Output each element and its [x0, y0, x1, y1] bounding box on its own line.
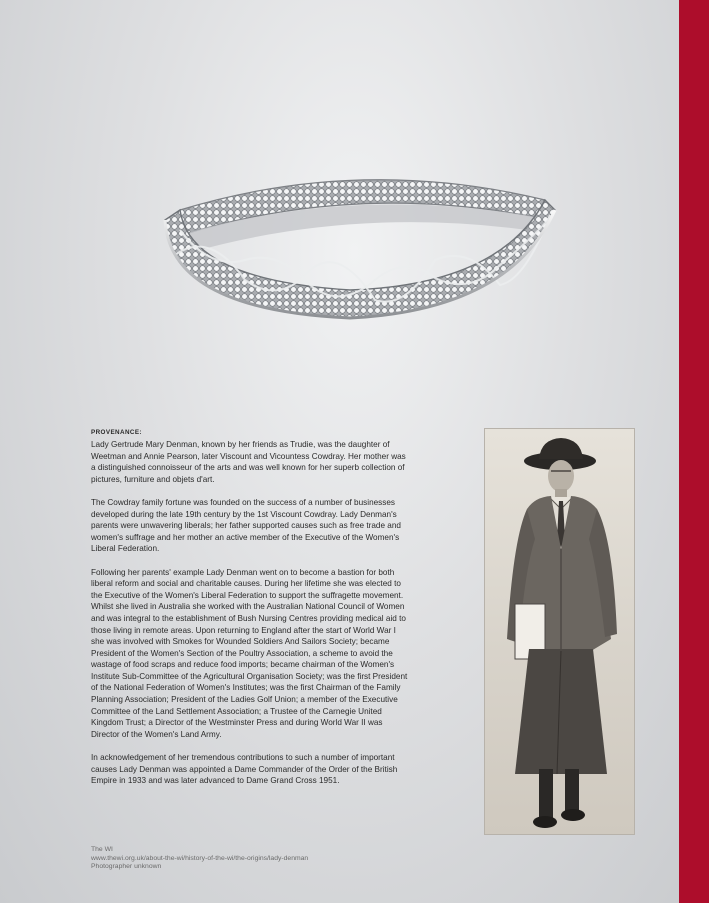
credit-url[interactable]: www.thewi.org.uk/about-the-wi/history-of-the-wi/the-origins/lady-denman — [91, 854, 309, 862]
image-credits — [91, 846, 308, 872]
paragraph-2: The Cowdray family fortune was founded on the success of a number of businesses developed during the late 19th century by the 1st Viscount Cowdray. Lady Denman's parents were unwavering liberals; her father supported causes such as free trade and women's suffrage and her mother an active member of the Executive of the Women's Liberal Federation. — [91, 497, 401, 554]
portrait-photo — [484, 428, 635, 835]
paragraph-4: In acknowledgement of her tremendous contributions to such a number of important causes Lady Denman was appointed a Dame Commander of the Order of the British Empire in 1933 and was later advanced to Dame Grand Cross 1951. — [91, 753, 398, 786]
credit-source: The WI — [91, 846, 113, 853]
article-text — [91, 429, 411, 798]
accent-sidebar-bar — [679, 0, 709, 903]
provenance-label: PROVENANCE: — [91, 429, 142, 436]
credit-photographer: Photographer unknown — [91, 863, 162, 871]
paragraph-1: Lady Gertrude Mary Denman, known by her friends as Trudie, was the daughter of Weetman and Annie Pearson, later Viscount and Vicountess Cowdray. Her mother was a distinguished connoisseur of the arts and was well known for her superb collection of pictures, furniture and objets d'art. — [91, 440, 406, 484]
diamond-bracelet-image — [150, 160, 570, 340]
paragraph-3: Following her parents' example Lady Denman went on to become a bastion for both liberal reform and social and charitable causes. During her lifetime she was elected to the Executive of the Women's Liberal Federation to support the suffragette movement. Whilst she lived in Australia she worked with the Australian National Council of Women and was integral to the establishment of Bush Nursing Centres providing medical aid to those living in remote areas. Upon returning to England after the start of World War I she was involved with Smokes for Wounded Soldiers And Sailors Society; became President of the Women's Section of the Poultry Association, a scheme to avoid the wastage of food scraps and reduce food imports; became chairman of the Women's Institute Sub-Committee of the Agricultural Organisation Society; was the first President of the National Federation of Women's Institutes; was the first Chairman of the Family Planning Association; President of the Ladies Golf Union; a member of the Executive Committee of the Land Settlement Association; a Trustee of the Carnegie United Kingdom Trust; a Director of the Westminster Press and during World War II was Director of the Women's Land Army. — [91, 567, 408, 739]
